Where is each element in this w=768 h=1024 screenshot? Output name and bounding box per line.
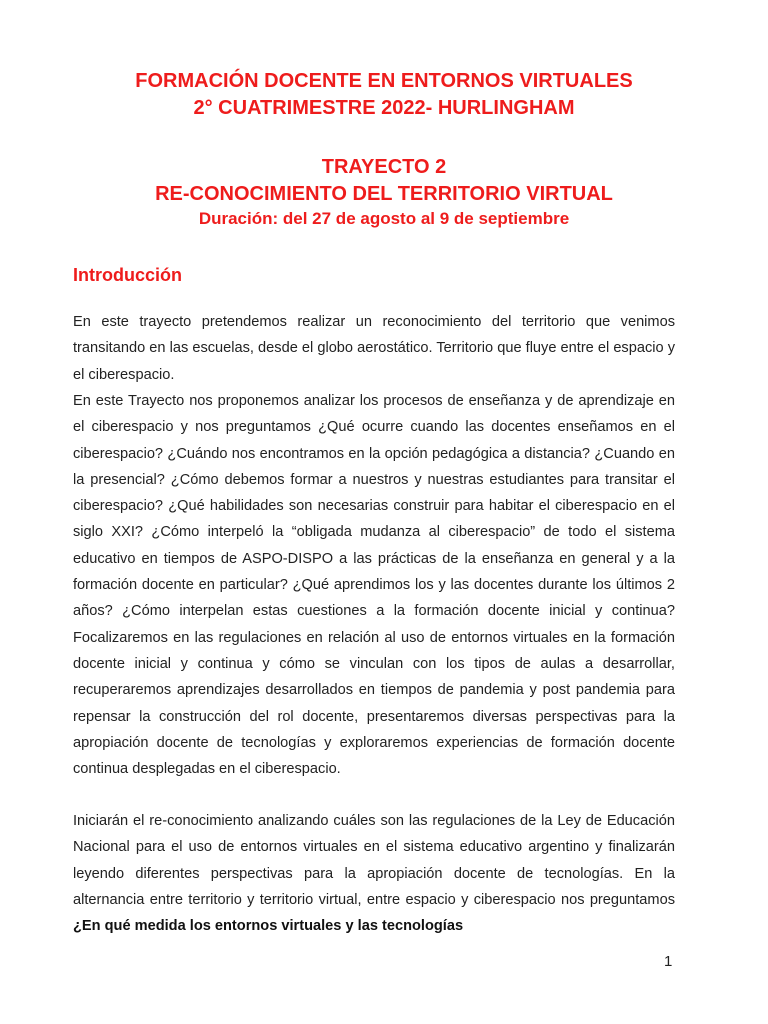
- introduction-paragraph-3: [73, 808, 675, 939]
- introduction-paragraph-2: En este Trayecto nos proponemos analizar los procesos de enseñanza y de aprendizaje en el ciberespacio y nos preguntamos ¿Qué ocurre cuando las docentes enseñamos en el ciberespacio? ¿Cuándo nos encontramos en la opción pedagógica a distancia? ¿Cuando en la presencial? ¿Cómo debemos formar a nuestros y nuestras estudiantes para transitar el ciberespacio? ¿Qué habilidades son necesarias construir para habitar el ciberespacio en el siglo XXI? ¿Cómo interpeló la “obligada mudanza al ciberespacio” de todo el sistema educativo en tiempos de ASPO-DISPO a las prácticas de la enseñanza en general y a la formación docente en particular? ¿Qué aprendimos los y las docentes durante los últimos 2 años? ¿Cómo interpelan estas cuestiones a la formación docente inicial y continua? Focalizaremos en las regulaciones en relación al uso de entornos virtuales en la formación docente inicial y continua y cómo se vinculan con los tipos de aulas a desarrollar, recuperaremos aprendizajes desarrollados en tiempos de pandemia y post pandemia para repensar la construcción del rol docente, presentaremos diversas perspectivas para la apropiación docente de tecnologías y exploraremos experiencias de formación docente continua desplegadas en el ciberespacio.: [73, 393, 675, 778]
- section-title-line-1: TRAYECTO 2: [321, 156, 447, 178]
- introduction-paragraph-1: En este trayecto pretendemos realizar un reconocimiento del territorio que venimos transitando en las escuelas, desde el globo aerostático. Territorio que fluye entre el espacio y el ciberespacio.: [73, 314, 675, 383]
- header-title-line-2: 2° CUATRIMESTRE 2022- HURLINGHAM: [193, 97, 575, 119]
- section-title-block: [0, 154, 768, 230]
- section-duration: Duración: del 27 de agosto al 9 de septiembre: [198, 209, 570, 228]
- introduction-heading: Introducción: [73, 265, 182, 285]
- paragraph-3-bold-question: ¿En qué medida los entornos virtuales y las tecnologías: [73, 918, 464, 935]
- section-title-line-2: RE-CONOCIMIENTO DEL TERRITORIO VIRTUAL: [155, 183, 613, 205]
- header-title-line-1: FORMACIÓN DOCENTE EN ENTORNOS VIRTUALES: [135, 70, 633, 92]
- document-header: [0, 68, 768, 122]
- page-number: 1: [664, 953, 673, 970]
- paragraph-3-text: Iniciarán el re-conocimiento analizando cuáles son las regulaciones de la Ley de Educación Nacional para el uso de entornos virtuales en el sistema educativo argentino y finalizarán leyendo diferentes perspectivas para la apropiación docente de tecnologías. En la alternancia entre territorio y territorio virtual, entre espacio y ciberespacio nos preguntamos: [73, 813, 675, 908]
